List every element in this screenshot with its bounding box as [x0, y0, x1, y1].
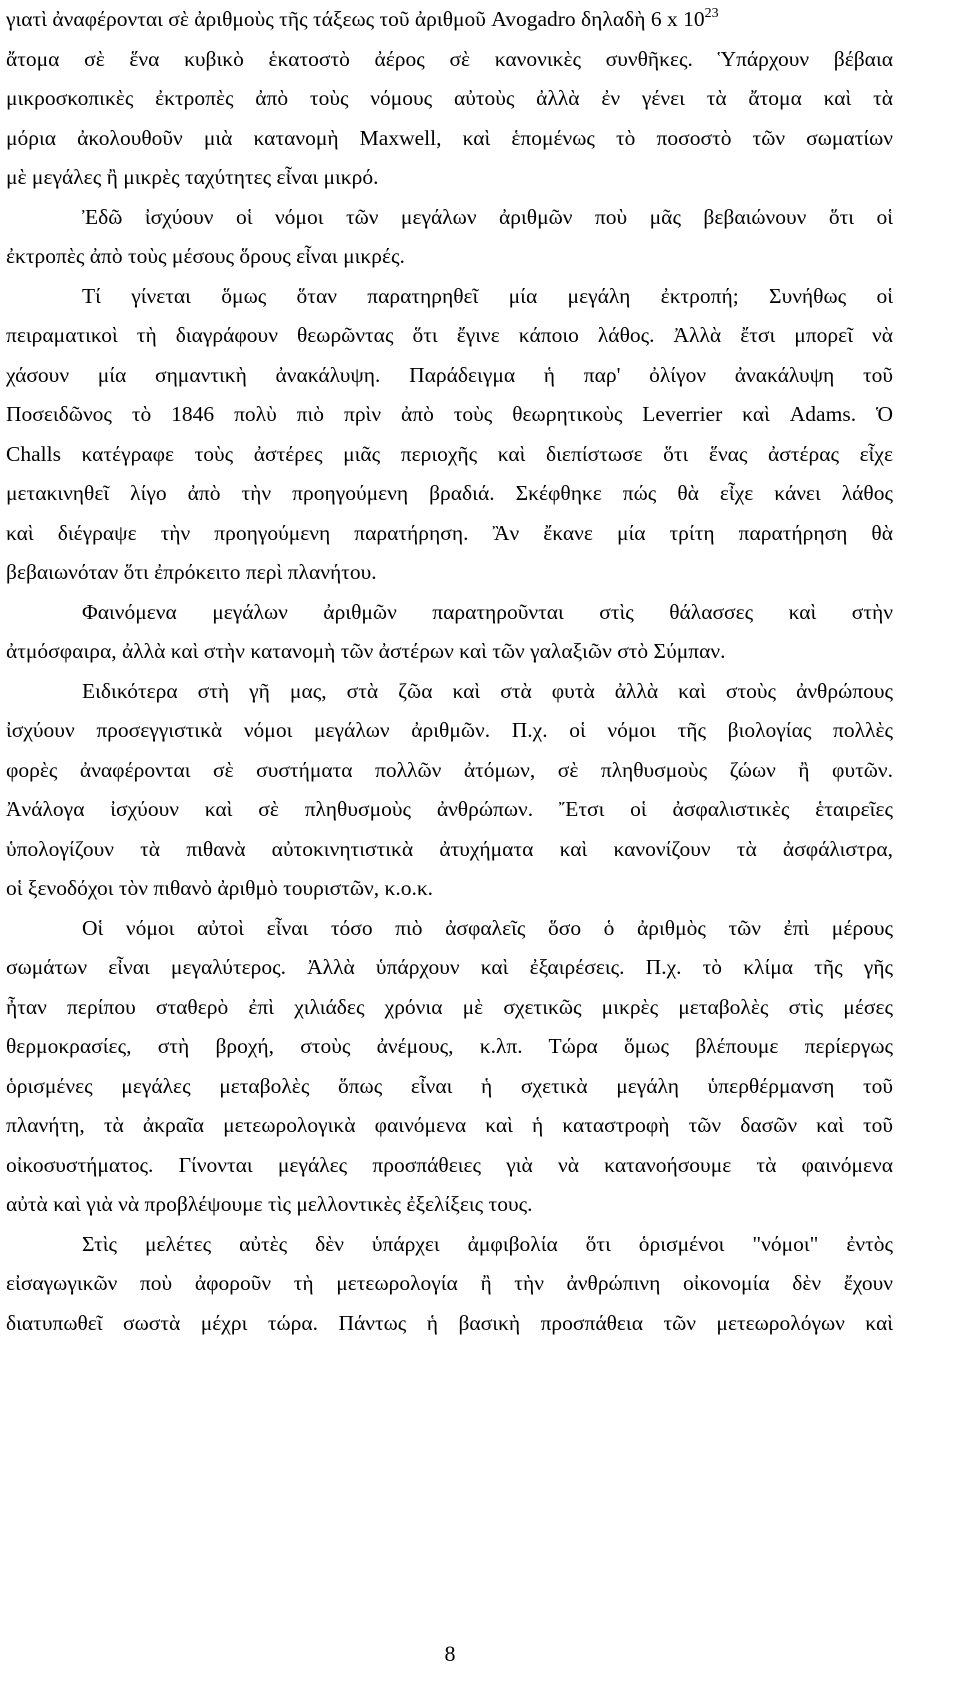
- text-line: [6, 1067, 893, 1107]
- text-line-content: μικροσκοπικὲς ἐκτροπὲς ἀπὸ τοὺς νόμους αὐτοὺς ἀλλὰ ἐν γένει τὰ ἄτομα καὶ τὰ: [6, 86, 893, 110]
- text-line-content: διατυπωθεῖ σωστὰ μέχρι τώρα. Πάντως ἡ βασικὴ προσπάθεια τῶν μετεωρολόγων καὶ: [6, 1310, 893, 1335]
- text-line: [6, 1225, 893, 1265]
- text-line: [6, 672, 893, 712]
- text-line-content: ὑπολογίζουν τὰ πιθανὰ αὐτοκινητιστικὰ ἀτυχήματα καὶ κανονίζουν τὰ ἀσφάλιστρα,: [6, 836, 893, 861]
- text-line-content: Φαινόμενα μεγάλων ἀριθμῶν παρατηροῦνται στὶς θάλασσες καὶ στὴν: [82, 599, 893, 624]
- text-line-content: Ειδικότερα στὴ γῆ μας, στὰ ζῶα καὶ στὰ φυτὰ ἀλλὰ καὶ στοὺς ἀνθρώπους: [82, 678, 893, 703]
- text-line-content: Οἱ νόμοι αὐτοὶ εἶναι τόσο πιὸ ἀσφαλεῖς ὅσο ὁ ἀριθμὸς τῶν ἐπὶ μέρους: [82, 915, 893, 940]
- text-line: [6, 1264, 893, 1304]
- text-line-content: βεβαιωνόταν ὅτι ἐπρόκειτο περὶ πλανήτου.: [6, 560, 377, 584]
- text-line: [6, 751, 893, 791]
- text-line: [6, 1304, 893, 1344]
- body-text: [6, 0, 893, 1343]
- text-line: [6, 435, 893, 475]
- text-line-content: θερμοκρασίες, στὴ βροχή, στοὺς ἀνέμους, κ.λπ. Τώρα ὅμως βλέπουμε περίεργως: [6, 1034, 893, 1058]
- text-line: [6, 988, 893, 1028]
- text-line-content: καὶ διέγραψε τὴν προηγούμενη παρατήρηση. Ἂν ἔκανε μία τρίτη παρατήρηση θὰ: [6, 520, 893, 545]
- text-line-content: οἱ ξενοδόχοι τὸν πιθανὸ ἀριθμὸ τουριστῶν, κ.ο.κ.: [6, 876, 434, 900]
- text-line: [6, 1146, 893, 1186]
- text-line-content: σωμάτων εἶναι μεγαλύτερος. Ἀλλὰ ὑπάρχουν καὶ ἐξαιρέσεις. Π.χ. τὸ κλίμα τῆς γῆς: [6, 955, 893, 979]
- text-line: [6, 395, 893, 435]
- text-line-content: πλανήτη, τὰ ἀκραῖα μετεωρολογικὰ φαινόμενα καὶ ἡ καταστροφὴ τῶν δασῶν καὶ τοῦ: [6, 1113, 893, 1137]
- text-line: [6, 79, 893, 119]
- text-line-content: Τί γίνεται ὅμως ὅταν παρατηρηθεῖ μία μεγάλη ἐκτροπή; Συνήθως οἱ: [82, 283, 893, 308]
- text-line: [6, 119, 893, 159]
- text-line: [6, 1027, 893, 1067]
- text-line: [6, 632, 893, 672]
- text-line-content: μετακινηθεῖ λίγο ἀπὸ τὴν προηγούμενη βραδιά. Σκέφθηκε πώς θὰ εἶχε κάνει λάθος: [6, 481, 893, 505]
- text-line: [6, 198, 893, 238]
- text-line: [6, 1185, 893, 1225]
- text-line: [6, 1106, 893, 1146]
- text-line-content: γιατὶ ἀναφέρονται σὲ ἀριθμοὺς τῆς τάξεως τοῦ ἀριθμοῦ Avogadro δηλαδὴ 6 x 10: [6, 7, 705, 31]
- text-line-content: ἦταν περίπου σταθερὸ ἐπὶ χιλιάδες χρόνια μὲ σχετικῶς μικρὲς μεταβολὲς στὶς μέσες: [6, 994, 893, 1019]
- text-line: [6, 158, 893, 198]
- text-line-content: πειραματικοὶ τὴ διαγράφουν θεωρῶντας ὅτι ἔγινε κάποιο λάθος. Ἀλλὰ ἔτσι μπορεῖ νὰ: [6, 323, 893, 347]
- text-line: [6, 316, 893, 356]
- text-line: [6, 40, 893, 80]
- text-line-content: εἰσαγωγικῶν ποὺ ἀφοροῦν τὴ μετεωρολογία ἢ τὴν ἀνθρώπινη οἰκονομία δὲν ἔχουν: [6, 1271, 893, 1295]
- text-line-content: Ἀνάλογα ἰσχύουν καὶ σὲ πληθυσμοὺς ἀνθρώπων. Ἔτσι οἱ ἀσφαλιστικὲς ἑταιρεῖες: [6, 797, 893, 821]
- text-line-content: χάσουν μία σημαντικὴ ἀνακάλυψη. Παράδειγμα ἡ παρ' ὀλίγον ἀνακάλυψη τοῦ: [6, 362, 893, 387]
- page-number: 8: [444, 1641, 456, 1666]
- text-line-content: Στὶς μελέτες αὐτὲς δὲν ὑπάρχει ἀμφιβολία ὅτι ὁρισμένοι "νόμοι" ἐντὸς: [82, 1231, 893, 1256]
- superscript-exponent: 23: [704, 6, 719, 21]
- text-line: [6, 474, 893, 514]
- text-line: [6, 711, 893, 751]
- text-line-content: ἄτομα σὲ ἕνα κυβικὸ ἑκατοστὸ ἀέρος σὲ κανονικὲς συνθῆκες. Ὑπάρχουν βέβαια: [6, 46, 893, 71]
- text-line: [6, 948, 893, 988]
- text-line: [6, 869, 893, 909]
- text-line-content: Ἐδῶ ἰσχύουν οἱ νόμοι τῶν μεγάλων ἀριθμῶν ποὺ μᾶς βεβαιώνουν ὅτι οἱ: [82, 204, 893, 229]
- text-line: [6, 514, 893, 554]
- text-line-content: Ποσειδῶνος τὸ 1846 πολὺ πιὸ πρὶν ἀπὸ τοὺς θεωρητικοὺς Leverrier καὶ Adams. Ὁ: [6, 402, 893, 426]
- text-line: [6, 277, 893, 317]
- text-line: [6, 356, 893, 396]
- text-line-content: Challs κατέγραφε τοὺς ἀστέρες μιᾶς περιοχῆς καὶ διεπίστωσε ὅτι ἕνας ἀστέρας εἶχε: [6, 441, 893, 466]
- text-line-content: οἰκοσυστήματος. Γίνονται μεγάλες προσπάθειες γιὰ νὰ κατανοήσουμε τὰ φαινόμενα: [6, 1152, 893, 1177]
- text-line-content: μὲ μεγάλες ἢ μικρὲς ταχύτητες εἶναι μικρό.: [6, 165, 379, 189]
- text-line-content: μόρια ἀκολουθοῦν μιὰ κατανομὴ Maxwell, καὶ ἑπομένως τὸ ποσοστὸ τῶν σωματίων: [6, 125, 893, 150]
- text-line-content: ἐκτροπὲς ἀπὸ τοὺς μέσους ὅρους εἶναι μικρές.: [6, 244, 405, 268]
- text-line: [6, 237, 893, 277]
- text-line-content: ὁρισμένες μεγάλες μεταβολὲς ὅπως εἶναι ἡ σχετικὰ μεγάλη ὑπερθέρμανση τοῦ: [6, 1073, 893, 1098]
- text-line: [6, 593, 893, 633]
- text-line: [6, 0, 893, 40]
- text-line: [6, 909, 893, 949]
- text-line-content: αὐτὰ καὶ γιὰ νὰ προβλέψουμε τὶς μελλοντικὲς ἐξελίξεις τους.: [6, 1192, 533, 1216]
- text-line-content: ἰσχύουν προσεγγιστικὰ νόμοι μεγάλων ἀριθμῶν. Π.χ. οἱ νόμοι τῆς βιολογίας πολλὲς: [6, 718, 893, 742]
- text-line: [6, 553, 893, 593]
- text-line: [6, 790, 893, 830]
- text-line-content: φορὲς ἀναφέρονται σὲ συστήματα πολλῶν ἀτόμων, σὲ πληθυσμοὺς ζώων ἢ φυτῶν.: [6, 757, 893, 782]
- text-line: [6, 830, 893, 870]
- text-line-content: ἀτμόσφαιρα, ἀλλὰ καὶ στὴν κατανομὴ τῶν ἀστέρων καὶ τῶν γαλαξιῶν στὸ Σύμπαν.: [6, 639, 726, 663]
